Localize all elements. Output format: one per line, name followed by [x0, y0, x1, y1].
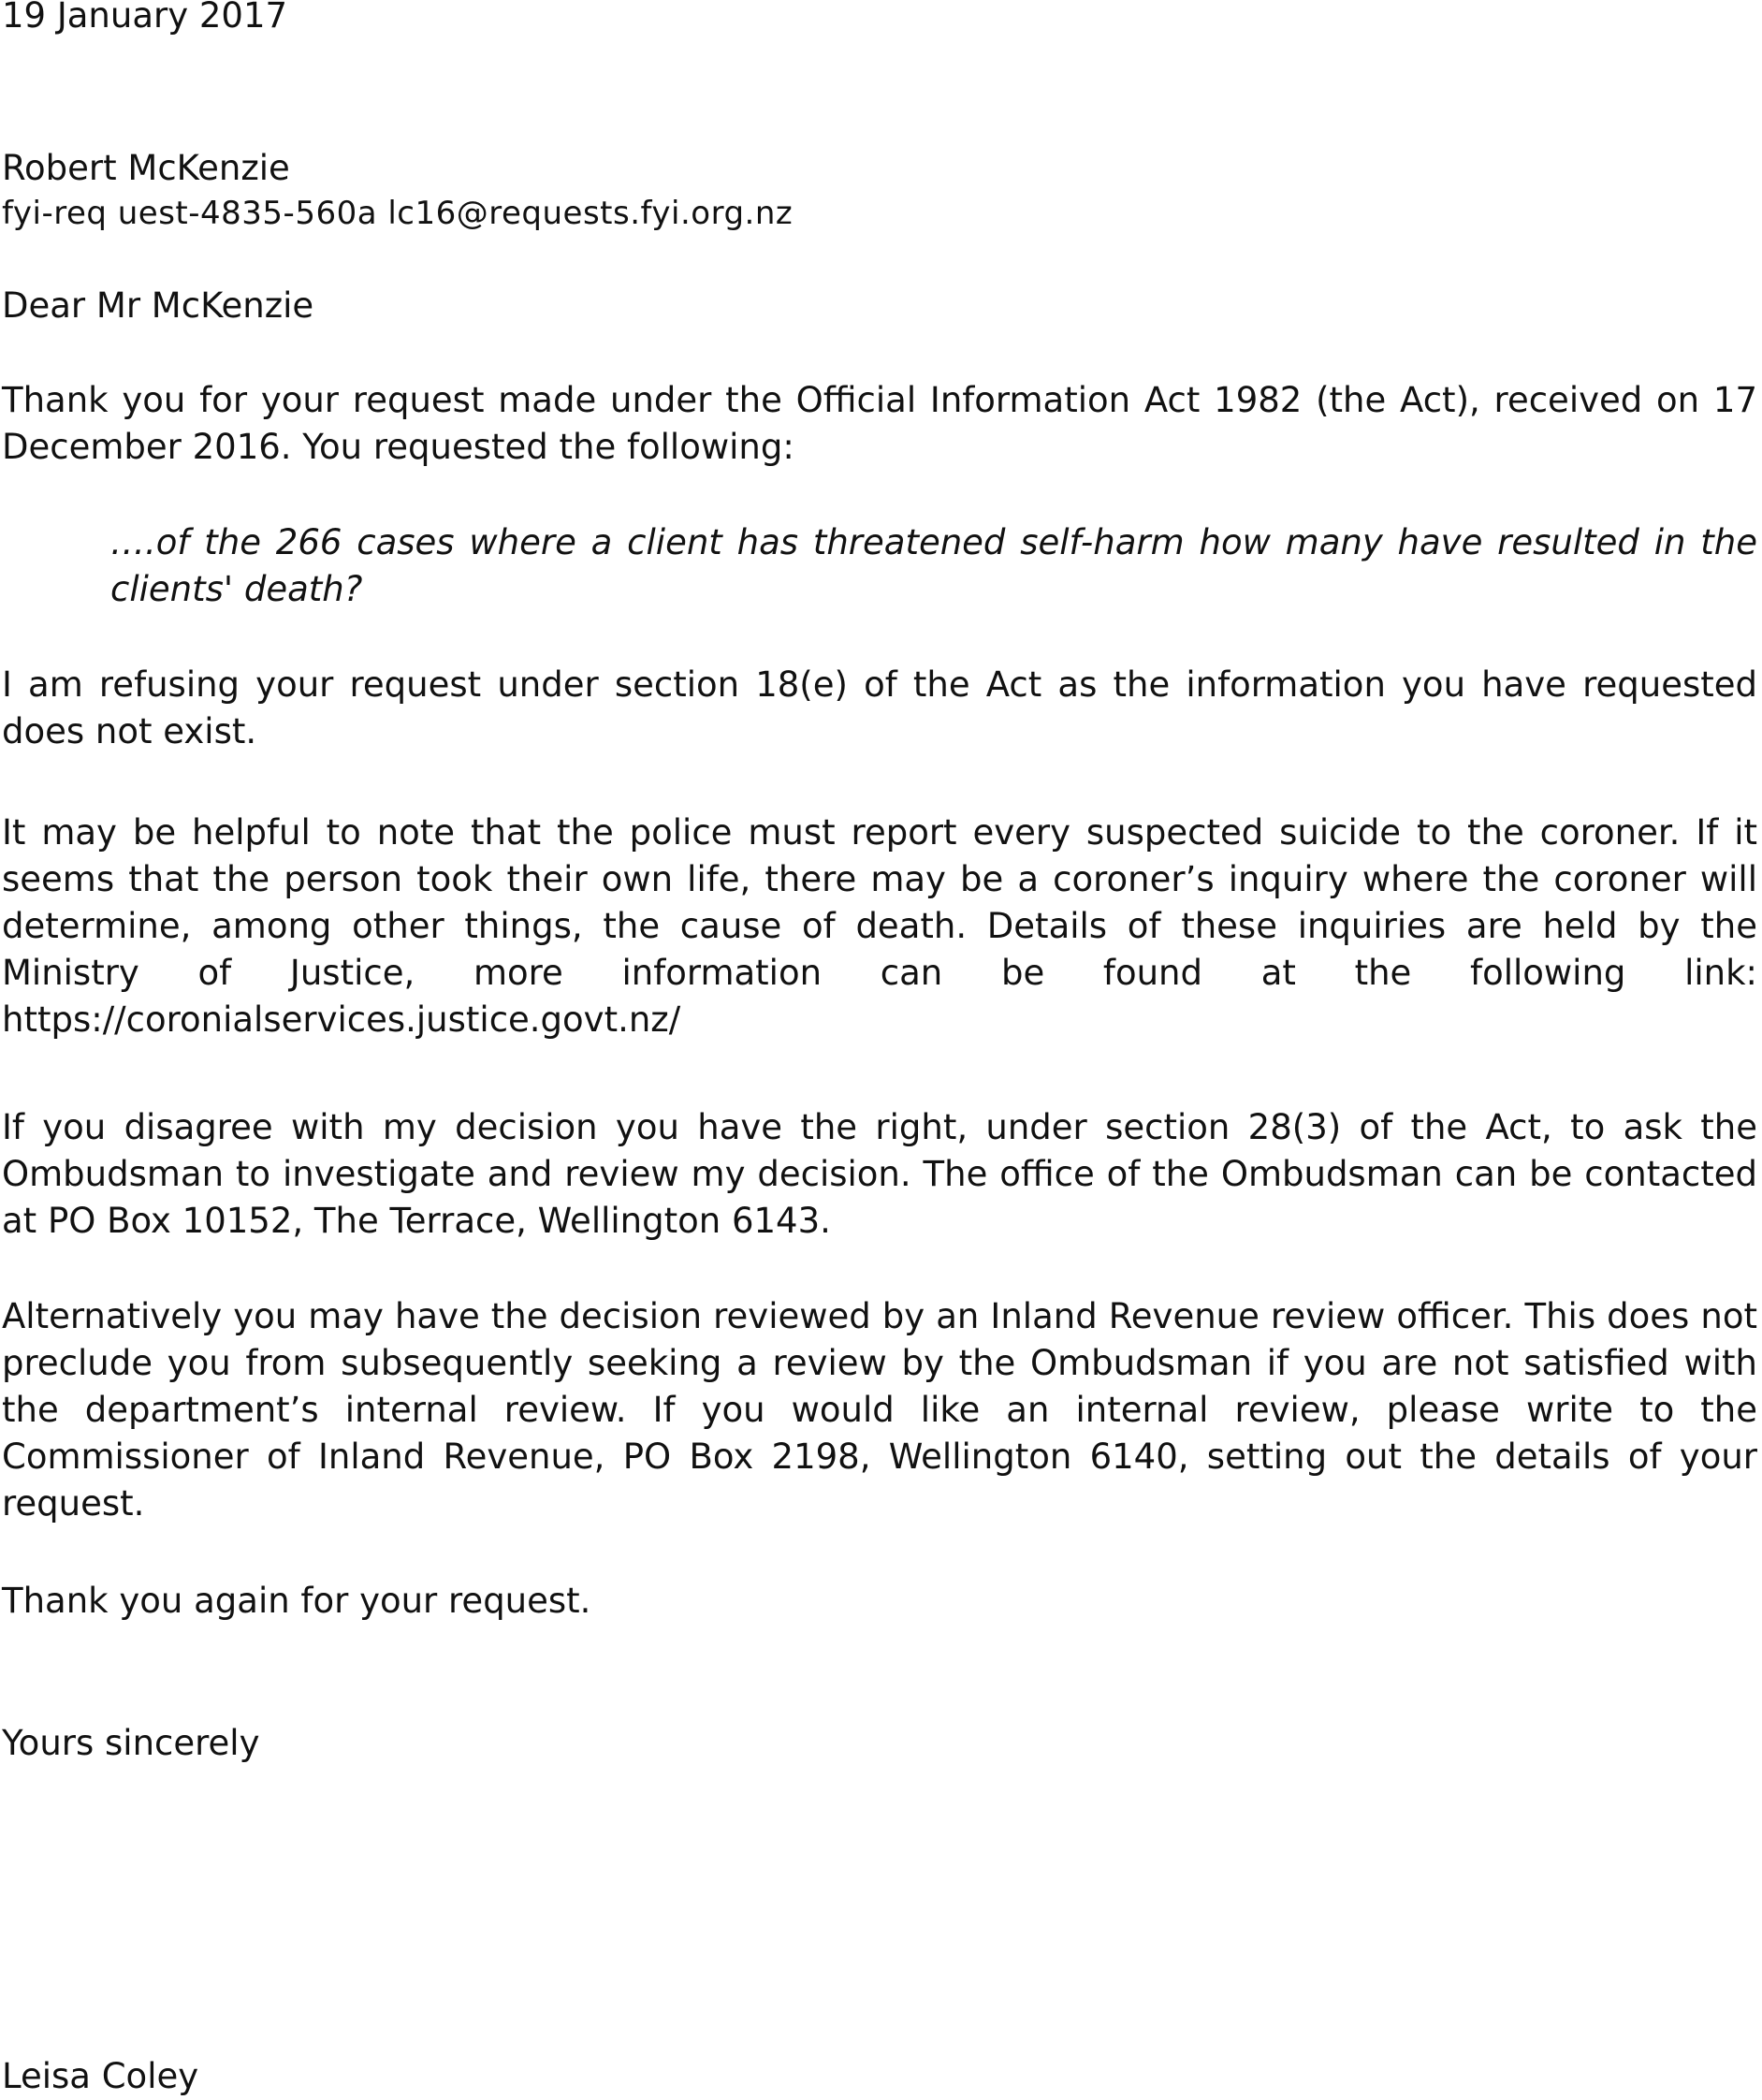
recipient-email: fyi-req uest-4835-560a lc16@requests.fyi.org.nz: [2, 195, 794, 232]
salutation: Dear Mr McKenzie: [2, 285, 314, 326]
letter-date: 19 January 2017: [2, 0, 288, 36]
quoted-request: ….of the 266 cases where a client has threatened self-harm how many have resulted in the clients' death?: [110, 522, 1757, 609]
signatory-name: Leisa Coley: [2, 2056, 199, 2096]
coroner-paragraph: It may be helpful to note that the police must report every suspected suicide to the coroner. If it seems that the person took their own life, there may be a coroner’s inquiry where the coroner will determine, among other things, the cause of death. Details of these inquiries are held by the Ministry of Justice, more information can be found at the following link: https://coronialservices.justice.govt.nz/: [2, 812, 1757, 1040]
refusal-paragraph: I am refusing your request under section 18(e) of the Act as the information you have requested does not exist.: [2, 664, 1757, 751]
intro-paragraph: Thank you for your request made under the Official Information Act 1982 (the Act), received on 17 December 2016. You requested the following:: [2, 380, 1757, 467]
closing-line: Yours sincerely: [2, 1723, 260, 1763]
internal-review-paragraph: Alternatively you may have the decision reviewed by an Inland Revenue review officer. This does not preclude you from subsequently seeking a review by the Ombudsman if you are not satisfied with the department’s internal review. If you would like an internal review, please write to the Commissioner of Inland Revenue, PO Box 2198, Wellington 6140, setting out the details of your request.: [2, 1296, 1757, 1524]
recipient-name: Robert McKenzie: [2, 148, 290, 188]
ombudsman-paragraph: If you disagree with my decision you have the right, under section 28(3) of the Act, to ask the Ombudsman to investigate and review my decision. The office of the Ombudsman can be contacted at PO Box 10152, The Terrace, Wellington 6143.: [2, 1107, 1757, 1241]
thanks-line: Thank you again for your request.: [2, 1581, 591, 1621]
